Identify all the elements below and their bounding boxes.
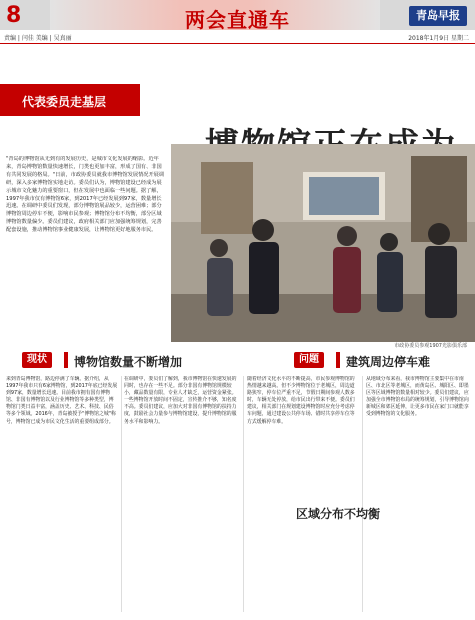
brand-text: 青岛早报 (416, 9, 460, 22)
intro-paragraph: "青岛的博物馆从无到有的发展历史，是城市文化发展的缩影。近年来，青岛博物馆数量快速增长，门类也更加丰富，形成了国有、非国有共同发展的格局。"日前，市政协委员就我市博物馆发展情况开展调研，深入多家博物馆实地走访。委员们认为，博物馆建设已经成为展示城市文化魅力的重要窗口，但在发展中也面临一些问题。据了解，1997年我市仅有博物馆6家，到2017年已经发展到97家，数量增长迅速。在调研中委员们发现，部分博物馆展品较少，运营困难；部分博物馆周边停车不便，影响市民参观；博物馆分布不均衡，部分区域博物馆数量偏少。委员们建议，政府相关部门应加强统筹规划，完善配套设施，推动博物馆事业健康发展，让博物馆更好地服务市民。 (6, 156, 165, 234)
section-title: 两会直通车 (185, 8, 290, 32)
problem-heading: 建筑周边停车难 (346, 355, 431, 369)
column-1-text: 来到青岛博物馆，路边停满了车辆。据介绍，从1997年我市只有6家博物馆，到2017年底已经发展到97家，数量增长迅速。目前我市拥有国有博物馆、非国有博物馆以及行业博物馆等多种类型，博物馆门类日益丰富，涵盖历史、艺术、科技、民俗等多个领域。2016年，青岛被授予"博物馆之城"称号，博物馆已成为市民文化生活的重要组成部分。 (6, 376, 118, 425)
column-divider (243, 376, 244, 612)
editors-line: 责编 | 闫佳 美编 | 吴真丽 (4, 35, 72, 42)
column-divider (121, 376, 122, 612)
heading-bar (336, 352, 340, 368)
article-column-2 (124, 376, 239, 612)
intro-text-block (6, 156, 166, 344)
museum-visit-illustration (171, 144, 475, 342)
problem-badge: 问题 (294, 352, 324, 368)
article-photo (171, 144, 475, 342)
article-column-3 (247, 376, 359, 498)
page-number: 8 (6, 3, 22, 28)
column-4-text: 从地域分布来看，我市博物馆主要集中在市南区、市北区等老城区，而黄岛区、城阳区、即墨区等区域博物馆数量相对较少。委员们建议，应加强全市博物馆布局的统筹规划，引导博物馆向新城区和郊区延伸，让更多市民在家门口就能享受到博物馆的文化服务。 (366, 376, 469, 418)
status-heading: 博物馆数量不断增加 (74, 355, 183, 369)
article-column-1 (6, 376, 118, 612)
meta-line (0, 31, 475, 44)
column-3-text: 随着经济文化水平的不断提高，市民参观博物馆的热情越来越高。但不少博物馆位于老城区，周边道路狭窄，停车位严重不足，节假日期间参观人数多时，车辆无处停放，给市民出行带来不便。委员们建议，相关部门在规划建设博物馆时应充分考虑停车问题，通过建设公共停车场、错时共享停车位等方式缓解停车难。 (247, 376, 355, 425)
brand-logo (409, 6, 467, 26)
column-2-text: 在调研中，委员们了解到，我市博物馆在快速发展的同时，也存在一些不足。部分非国有博物馆规模较小，藏品数量有限，专业人才缺乏，运营资金紧张。一些博物馆开放时间不固定，宣传推介不够，知名度不高。委员们建议，应加大对非国有博物馆的扶持力度，鼓励社会力量参与博物馆建设，提升博物馆的服务水平和影响力。 (124, 376, 237, 425)
header-bar (0, 0, 475, 30)
subsection-heading-row (0, 350, 475, 370)
article-column-4 (366, 376, 469, 612)
column-tag: 代表委员走基层 (22, 95, 107, 109)
photo-caption: 市政协委员参观1907光影俱乐部 (394, 343, 467, 349)
column-divider (362, 376, 363, 612)
status-badge: 现状 (22, 352, 52, 368)
distribution-heading: 区域分布不均衡 (296, 507, 381, 521)
heading-bar (64, 352, 68, 368)
date-line: 2018年1月9日 星期二 (408, 35, 469, 42)
